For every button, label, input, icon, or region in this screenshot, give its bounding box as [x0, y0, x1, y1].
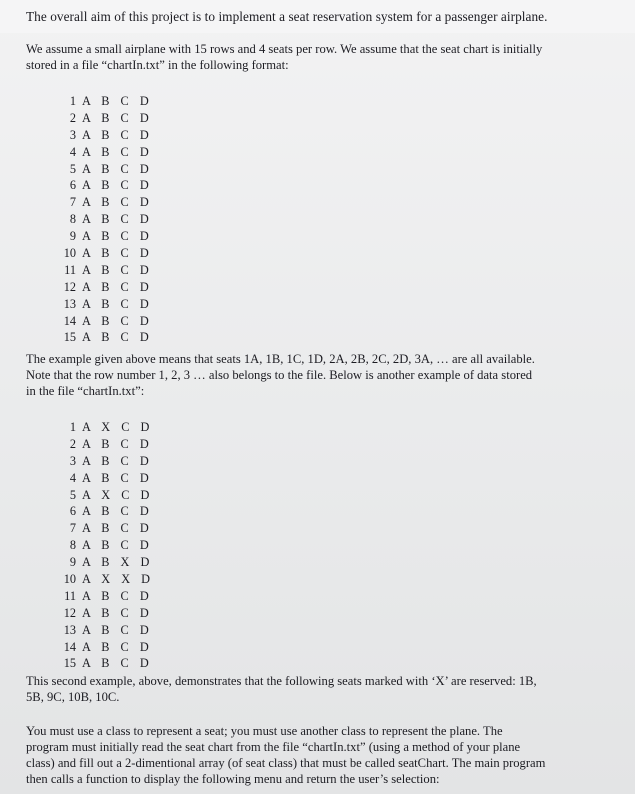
row-seats: A B C D	[82, 178, 153, 193]
seat-row	[60, 655, 154, 672]
seat-row	[60, 245, 153, 262]
row-number: 4	[69, 144, 76, 159]
seat-row	[60, 144, 153, 161]
row-number: 14	[63, 313, 76, 328]
seat-row	[60, 605, 154, 622]
row-number: 11	[64, 262, 76, 277]
paragraph-line: 5B, 9C, 10B, 10C.	[26, 690, 120, 704]
row-number: 2	[69, 436, 76, 451]
row-number: 9	[69, 229, 76, 244]
paragraph-line: You must use a class to represent a seat; you must use another class to represent the plane. The	[26, 724, 503, 738]
seat-row	[60, 313, 153, 330]
row-number: 1	[69, 420, 76, 434]
row-number: 10	[63, 246, 76, 261]
row-seats: A B C D	[82, 212, 153, 227]
seat-row	[60, 453, 154, 470]
row-number: 13	[63, 296, 76, 311]
paragraph-line: We assume a small airplane with 15 rows and 4 seats per row. We assume that the seat chart is initially	[26, 42, 543, 56]
row-seats: A B C D	[82, 229, 153, 244]
row-seats: A B C D	[82, 110, 153, 125]
row-number: 3	[69, 127, 76, 142]
paragraph-line: Note that the row number 1, 2, 3 … also belongs to the file. Below is another example of data stored	[26, 368, 533, 382]
paragraph-line: The example given above means that seats 1A, 1B, 1C, 1D, 2A, 2B, 2C, 2D, 3A, … are all available.	[26, 352, 535, 366]
row-seats: A B C D	[82, 296, 153, 311]
row-seats: A B C D	[82, 605, 153, 620]
row-seats: A B C D	[82, 453, 153, 468]
row-seats: A B C D	[82, 195, 153, 210]
seat-row	[60, 228, 153, 245]
row-number: 12	[63, 279, 76, 294]
row-number: 4	[69, 470, 76, 485]
row-number: 8	[69, 212, 76, 227]
row-seats: A B C D	[82, 656, 153, 671]
seat-row	[60, 571, 154, 588]
intro-paragraph	[26, 41, 616, 73]
row-seats: A B C D	[82, 521, 153, 536]
row-seats: A B C D	[82, 504, 153, 519]
row-seats: A B C D	[82, 144, 153, 159]
seat-row	[60, 520, 154, 537]
row-seats: A B C D	[82, 161, 153, 176]
paragraph-line: program must initially read the seat chart from the file “chartIn.txt” (using a method of your plane	[26, 740, 521, 754]
row-seats: A B C D	[82, 588, 153, 603]
row-number: 12	[63, 605, 76, 620]
seat-row	[60, 127, 153, 144]
row-number: 13	[63, 622, 76, 637]
row-seats: A B C D	[82, 538, 153, 553]
row-number: 1	[69, 94, 76, 108]
row-seats: A B C D	[82, 262, 153, 277]
row-seats: A X X D	[82, 572, 155, 587]
seat-row	[60, 211, 153, 228]
row-number: 6	[69, 178, 76, 193]
seat-row	[60, 93, 153, 110]
seat-row	[60, 161, 153, 178]
row-number: 10	[63, 572, 76, 587]
row-seats: A B C D	[82, 313, 153, 328]
row-seats: A B C D	[82, 330, 153, 345]
title-bar	[0, 0, 635, 33]
row-seats: A B X D	[82, 555, 154, 570]
seat-row	[60, 639, 154, 656]
seat-row	[60, 110, 153, 127]
row-seats: A B C D	[82, 127, 153, 142]
document-title: The overall aim of this project is to implement a seat reservation system for a passenger airplane.	[26, 9, 548, 24]
paragraph-line: class) and fill out a 2-dimentional array (of seat class) that must be called seatChart. The main program	[26, 756, 546, 770]
row-number: 8	[69, 538, 76, 553]
seat-chart-reserved	[60, 419, 154, 672]
row-seats: A B C D	[82, 639, 153, 654]
row-number: 7	[69, 521, 76, 536]
seat-row	[60, 487, 154, 504]
row-number: 7	[69, 195, 76, 210]
seat-row	[60, 296, 153, 313]
row-number: 3	[69, 453, 76, 468]
seat-row	[60, 262, 153, 279]
row-seats: A B C D	[82, 436, 153, 451]
row-number: 15	[63, 330, 76, 345]
row-number: 5	[69, 487, 76, 502]
seat-row	[60, 537, 154, 554]
seat-row	[60, 470, 154, 487]
seat-row	[60, 588, 154, 605]
paragraph-line: then calls a function to display the following menu and return the user’s selection:	[26, 772, 440, 786]
paragraph-line: This second example, above, demonstrates that the following seats marked with ‘X’ are reserved: 1B,	[26, 674, 537, 688]
row-number: 14	[63, 639, 76, 654]
seat-row	[60, 436, 154, 453]
row-seats: A X C D	[82, 420, 154, 434]
seat-row	[60, 177, 153, 194]
reserved-paragraph	[26, 673, 616, 705]
seat-row	[60, 503, 154, 520]
row-seats: A B C D	[82, 94, 153, 108]
row-number: 6	[69, 504, 76, 519]
row-number: 11	[64, 588, 76, 603]
row-number: 5	[69, 161, 76, 176]
row-seats: A X C D	[82, 487, 154, 502]
seat-row	[60, 329, 153, 346]
row-number: 2	[69, 110, 76, 125]
seat-row	[60, 194, 153, 211]
row-number: 15	[63, 656, 76, 671]
example-paragraph	[26, 351, 616, 399]
seat-row	[60, 554, 154, 571]
seat-chart-initial	[60, 93, 153, 346]
paragraph-line: stored in a file “chartIn.txt” in the following format:	[26, 58, 289, 72]
row-seats: A B C D	[82, 279, 153, 294]
row-seats: A B C D	[82, 246, 153, 261]
seat-row	[60, 279, 153, 296]
seat-row	[60, 419, 154, 436]
row-seats: A B C D	[82, 622, 153, 637]
row-seats: A B C D	[82, 470, 153, 485]
row-number: 9	[69, 555, 76, 570]
paragraph-line: in the file “chartIn.txt”:	[26, 384, 145, 398]
seat-row	[60, 622, 154, 639]
requirements-paragraph	[26, 723, 616, 787]
